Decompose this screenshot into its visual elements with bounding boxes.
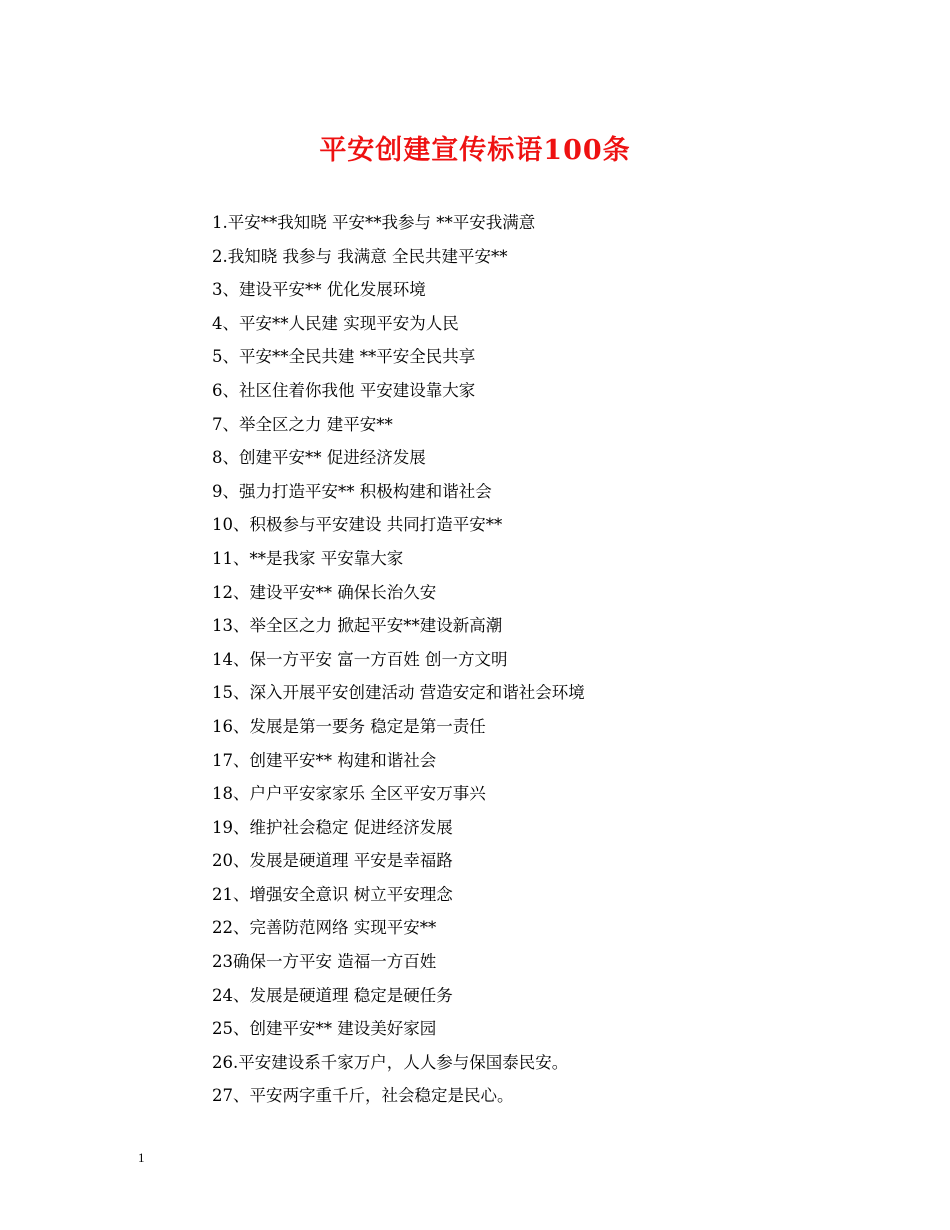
slogan-list (212, 206, 585, 1113)
slogan-item: 8、创建平安** 促进经济发展 (212, 448, 426, 468)
slogan-item: 5、平安**全民共建 **平安全民共享 (212, 347, 476, 367)
slogan-item: 21、增强安全意识 树立平安理念 (212, 884, 453, 904)
slogan-item: 12、建设平安** 确保长治久安 (212, 582, 437, 602)
slogan-item: 27、平安两字重千斤，社会稳定是民心。 (212, 1086, 514, 1106)
slogan-item: 25、创建平安** 建设美好家园 (212, 1019, 437, 1039)
slogan-item: 9、强力打造平安** 积极构建和谐社会 (212, 481, 492, 501)
slogan-item: 13、举全区之力 掀起平安**建设新高潮 (212, 616, 503, 636)
slogan-item: 3、建设平安** 优化发展环境 (212, 280, 426, 300)
document-title: 平安创建宣传标语100条 (319, 135, 631, 166)
slogan-item: 23确保一方平安 造福一方百姓 (212, 952, 437, 972)
slogan-item: 7、举全区之力 建平安** (212, 414, 393, 434)
slogan-item: 17、创建平安** 构建和谐社会 (212, 750, 437, 770)
slogan-item: 15、深入开展平安创建活动 营造安定和谐社会环境 (212, 683, 585, 703)
slogan-item: 16、发展是第一要务 稳定是第一责任 (212, 716, 486, 736)
slogan-item: 11、**是我家 平安靠大家 (212, 548, 404, 568)
slogan-item: 19、维护社会稳定 促进经济发展 (212, 817, 453, 837)
page-number: 1 (138, 1150, 145, 1165)
slogan-item: 22、完善防范网络 实现平安** (212, 918, 437, 938)
slogan-item: 2.我知晓 我参与 我满意 全民共建平安** (212, 246, 508, 266)
slogan-item: 20、发展是硬道理 平安是幸福路 (212, 851, 453, 871)
slogan-item: 4、平安**人民建 实现平安为人民 (212, 313, 459, 333)
slogan-item: 1.平安**我知晓 平安**我参与 **平安我满意 (212, 213, 536, 232)
slogan-item: 14、保一方平安 富一方百姓 创一方文明 (212, 649, 508, 669)
slogan-item: 10、积极参与平安建设 共同打造平安** (212, 515, 503, 535)
slogan-item: 6、社区住着你我他 平安建设靠大家 (212, 380, 476, 400)
slogan-item: 26.平安建设系千家万户，人人参与保国泰民安。 (212, 1052, 569, 1072)
slogan-item: 18、户户平安家家乐 全区平安万事兴 (212, 784, 486, 804)
slogan-item: 24、发展是硬道理 稳定是硬任务 (212, 985, 453, 1005)
